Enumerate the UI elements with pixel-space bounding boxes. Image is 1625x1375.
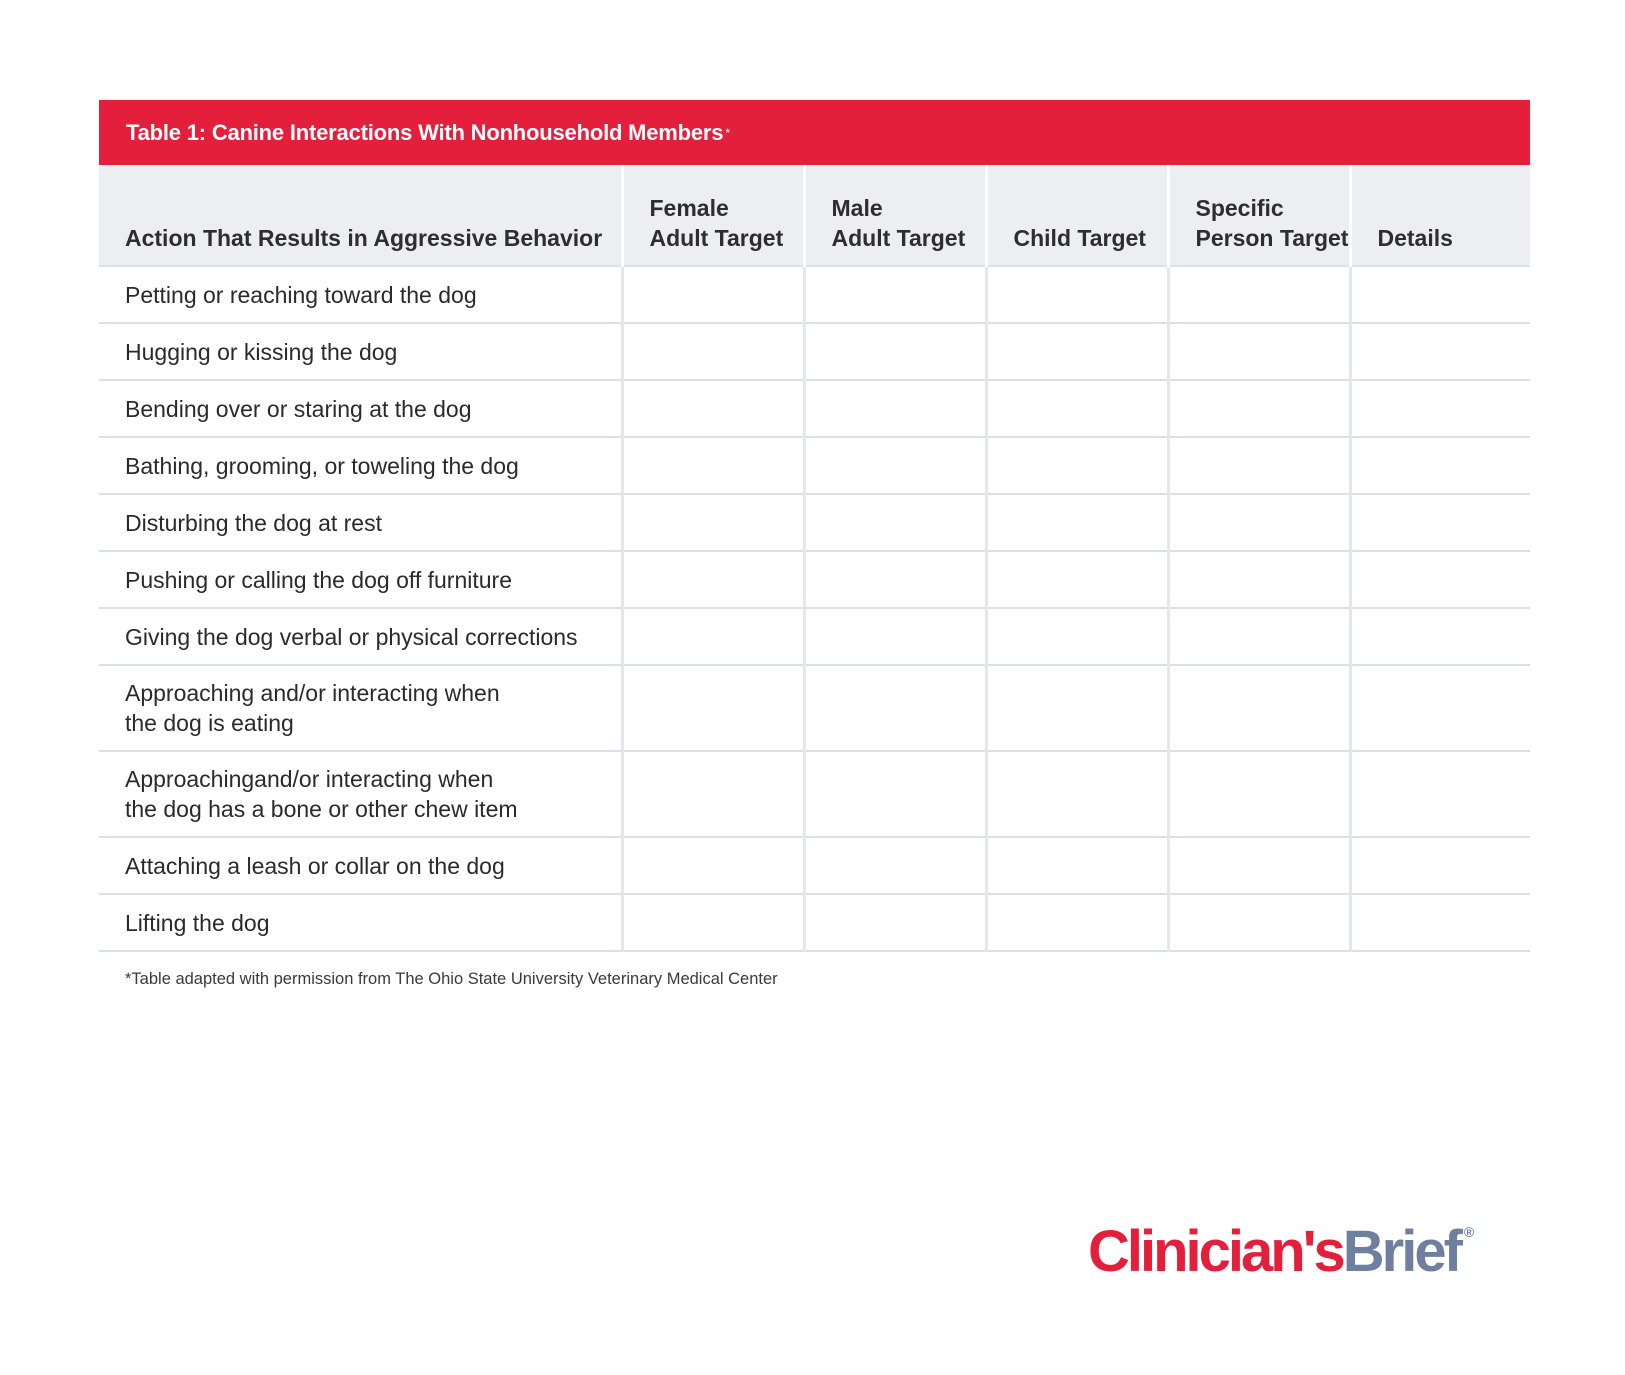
column-header-line: Male [831,195,883,221]
specific-person-target-cell[interactable] [1168,551,1350,608]
child-target-cell[interactable] [986,608,1168,665]
male-adult-target-cell[interactable] [804,266,986,323]
child-target-cell[interactable] [986,894,1168,951]
details-cell[interactable] [1350,608,1530,665]
action-cell [99,494,622,551]
male-adult-target-cell[interactable] [804,494,986,551]
action-cell [99,551,622,608]
female-adult-target-cell[interactable] [622,665,804,751]
action-cell [99,266,622,323]
column-header-line: Action That Results in Aggressive Behavior [125,225,603,251]
action-text-line: the dog has a bone or other chew item [125,796,518,822]
child-target-cell[interactable] [986,751,1168,837]
table-body [99,266,1530,951]
specific-person-target-cell[interactable] [1168,894,1350,951]
female-adult-target-cell[interactable] [622,551,804,608]
details-cell[interactable] [1350,437,1530,494]
child-target-cell[interactable] [986,380,1168,437]
male-adult-target-cell[interactable] [804,380,986,437]
details-cell[interactable] [1350,494,1530,551]
female-adult-target-cell[interactable] [622,837,804,894]
child-target-cell[interactable] [986,494,1168,551]
female-adult-target-cell[interactable] [622,494,804,551]
male-adult-target-cell[interactable] [804,837,986,894]
specific-person-target-cell[interactable] [1168,437,1350,494]
specific-person-target-cell[interactable] [1168,266,1350,323]
male-adult-target-cell[interactable] [804,551,986,608]
details-cell[interactable] [1350,266,1530,323]
child-target-cell[interactable] [986,551,1168,608]
table-row [99,380,1530,437]
table-row [99,437,1530,494]
details-cell[interactable] [1350,751,1530,837]
action-cell [99,437,622,494]
header-child-target [986,165,1168,266]
header-action [99,165,622,266]
logo-text-clinicians: Clinician's [1088,1219,1343,1284]
female-adult-target-cell[interactable] [622,608,804,665]
behavior-table [99,165,1530,952]
action-cell [99,380,622,437]
table-row [99,665,1530,751]
canine-interactions-table [99,100,1530,952]
female-adult-target-cell[interactable] [622,323,804,380]
child-target-cell[interactable] [986,837,1168,894]
table-row [99,608,1530,665]
specific-person-target-cell[interactable] [1168,837,1350,894]
specific-person-target-cell[interactable] [1168,380,1350,437]
female-adult-target-cell[interactable] [622,437,804,494]
table-row [99,551,1530,608]
column-header-line: Specific [1195,195,1284,221]
male-adult-target-cell[interactable] [804,323,986,380]
details-cell[interactable] [1350,380,1530,437]
column-header-line: Adult Target [649,225,784,251]
table-title-bar [99,100,1530,165]
male-adult-target-cell[interactable] [804,437,986,494]
column-header-line: Child Target [1013,225,1146,251]
male-adult-target-cell[interactable] [804,608,986,665]
action-text-line: Bending over or staring at the dog [125,395,472,422]
female-adult-target-cell[interactable] [622,266,804,323]
action-text-line: Hugging or kissing the dog [125,338,398,365]
male-adult-target-cell[interactable] [804,751,986,837]
specific-person-target-cell[interactable] [1168,608,1350,665]
header-details [1350,165,1530,266]
details-cell[interactable] [1350,894,1530,951]
header-male-adult-target [804,165,986,266]
column-header-line: Person Target [1195,225,1349,251]
child-target-cell[interactable] [986,323,1168,380]
action-cell [99,608,622,665]
cliniciansbrief-logo [1088,1218,1474,1285]
registered-mark: ® [1463,1224,1475,1240]
child-target-cell[interactable] [986,665,1168,751]
action-text-line: Bathing, grooming, or toweling the dog [125,452,519,479]
action-cell [99,323,622,380]
column-header-line: Adult Target [831,225,966,251]
action-text-line: Pushing or calling the dog off furniture [125,566,512,593]
specific-person-target-cell[interactable] [1168,665,1350,751]
specific-person-target-cell[interactable] [1168,494,1350,551]
table-row [99,837,1530,894]
column-header-line: Details [1377,225,1453,251]
action-text-line: Attaching a leash or collar on the dog [125,852,505,879]
header-female-adult-target [622,165,804,266]
female-adult-target-cell[interactable] [622,751,804,837]
title-footnote-marker: * [725,125,730,140]
details-cell[interactable] [1350,551,1530,608]
action-text-line: Giving the dog verbal or physical corrections [125,623,578,650]
female-adult-target-cell[interactable] [622,380,804,437]
specific-person-target-cell[interactable] [1168,751,1350,837]
action-text-line: Lifting the dog [125,909,270,936]
table-row [99,494,1530,551]
child-target-cell[interactable] [986,266,1168,323]
action-cell [99,837,622,894]
header-specific-person-target [1168,165,1350,266]
action-cell [99,665,622,751]
table-row [99,266,1530,323]
details-cell[interactable] [1350,323,1530,380]
table-row [99,323,1530,380]
action-text-line: Disturbing the dog at rest [125,509,382,536]
table-title: Table 1: Canine Interactions With Nonhousehold Members [126,119,724,145]
logo-text-brief: Brief [1342,1219,1460,1284]
male-adult-target-cell[interactable] [804,665,986,751]
table-row [99,751,1530,837]
table-row [99,894,1530,951]
table-footnote: *Table adapted with permission from The Ohio State University Veterinary Medical Center [125,970,778,988]
action-text-line: Petting or reaching toward the dog [125,281,477,308]
details-cell[interactable] [1350,837,1530,894]
table-header-row [99,165,1530,266]
action-text-line: Approaching and/or interacting when [125,680,500,706]
details-cell[interactable] [1350,665,1530,751]
child-target-cell[interactable] [986,437,1168,494]
action-text-line: the dog is eating [125,710,294,736]
action-text-line: Approachingand/or interacting when [125,766,494,792]
action-cell [99,894,622,951]
action-cell [99,751,622,837]
male-adult-target-cell[interactable] [804,894,986,951]
column-header-line: Female [649,195,729,221]
specific-person-target-cell[interactable] [1168,323,1350,380]
female-adult-target-cell[interactable] [622,894,804,951]
